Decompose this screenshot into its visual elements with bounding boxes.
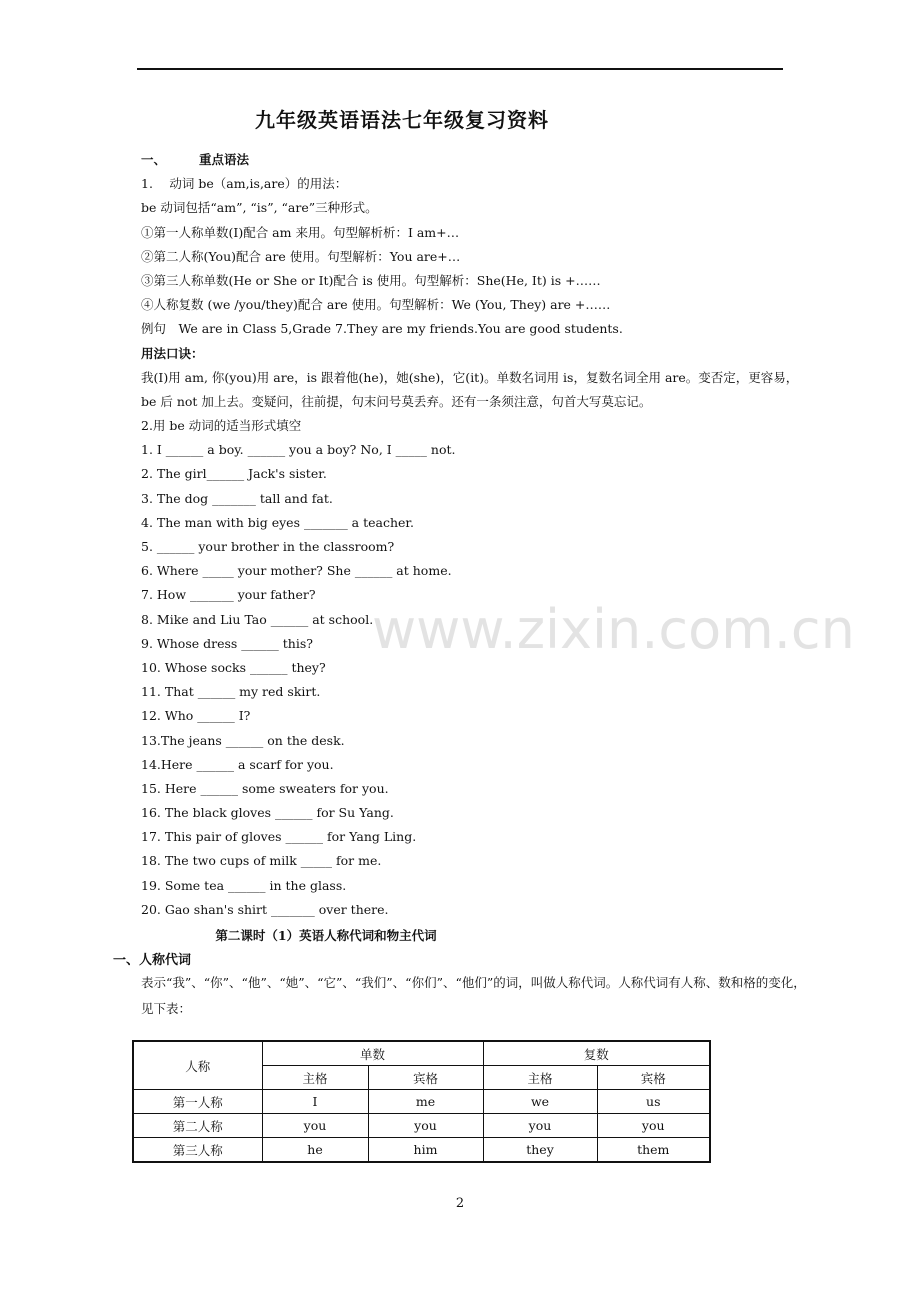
header-person: 人称	[133, 1041, 262, 1090]
section1-heading	[141, 148, 811, 172]
cell-singular-object: him	[368, 1138, 483, 1163]
exercise-item: 14.Here ______ a scarf for you.	[141, 756, 334, 772]
example-line: 例句 We are in Class 5,Grade 7.They are my friends.You are good students.	[141, 321, 623, 337]
cell-person: 第一人称	[133, 1090, 262, 1114]
grammar-line: ②第二人称(You)配合 are 使用。句型解析：You are+…	[141, 248, 461, 264]
exercise-item: 17. This pair of gloves ______ for Yang Ling.	[141, 829, 417, 845]
exercise-item: 7. How _______ your father?	[141, 587, 316, 603]
grammar-line: ④人称复数 (we /you/they)配合 are 使用。句型解析：We (You, They) are +……	[141, 297, 611, 313]
exercise-item: 10. Whose socks ______ they?	[141, 659, 326, 675]
exercise-item: 8. Mike and Liu Tao ______ at school.	[141, 611, 374, 627]
exercise-item: 4. The man with big eyes _______ a teacher.	[141, 514, 414, 530]
exercise-heading: 2.用 be 动词的适当形式填空	[141, 418, 302, 434]
rhyme-heading: 用法口诀：	[141, 345, 204, 361]
exercise-item: 19. Some tea ______ in the glass.	[141, 877, 347, 893]
cell-person: 第二人称	[133, 1114, 262, 1138]
header-plural: 复数	[483, 1041, 710, 1066]
table-header-row	[133, 1041, 710, 1066]
lesson-subtitle: 第二课时（1）英语人称代词和物主代词	[215, 928, 437, 943]
cell-singular-subject: you	[262, 1114, 368, 1138]
cell-person: 第三人称	[133, 1138, 262, 1163]
section1	[141, 148, 811, 922]
cell-singular-object: you	[368, 1114, 483, 1138]
header-singular-object: 宾格	[368, 1066, 483, 1090]
cell-plural-object: us	[597, 1090, 710, 1114]
page-number: 2	[455, 1196, 465, 1211]
header-singular-subject: 主格	[262, 1066, 368, 1090]
exercise-item: 1. I ______ a boy. ______ you a boy? No, I _____ not.	[141, 442, 456, 458]
exercise-item: 20. Gao shan's shirt _______ over there.	[141, 901, 389, 917]
grammar-line: be 动词包括“am”, “is”, “are”三种形式。	[141, 200, 378, 216]
rhyme-text: 我(I)用 am, 你(you)用 are，is 跟着他(he)，她(she)，它(it)。单数名词用 is，复数名词全用 are。变否定，更容易，be 后 not 加上去。变疑问，往前提，句末问号莫丢弃。还有一条须注意，句首大写莫忘记。	[141, 369, 799, 409]
cell-singular-subject: I	[262, 1090, 368, 1114]
exercise-item: 5. ______ your brother in the classroom?	[141, 539, 395, 555]
section1-title: 重点语法	[199, 152, 250, 167]
grammar-line: 1. 动词 be（am,is,are）的用法：	[141, 176, 348, 192]
grammar-line: ①第一人称单数(I)配合 am 来用。句型解析析：I am+…	[141, 224, 460, 240]
exercise-item: 2. The girl______ Jack's sister.	[141, 466, 327, 482]
table-row	[133, 1138, 710, 1163]
exercise-item: 18. The two cups of milk _____ for me.	[141, 853, 382, 869]
table-row	[133, 1114, 710, 1138]
section1-number: 一、	[141, 152, 167, 167]
top-rule	[137, 68, 783, 70]
cell-plural-subject: they	[483, 1138, 597, 1163]
cell-plural-subject: we	[483, 1090, 597, 1114]
pronoun-table	[132, 1040, 711, 1163]
cell-plural-subject: you	[483, 1114, 597, 1138]
exercise-item: 11. That ______ my red skirt.	[141, 684, 321, 700]
header-singular: 单数	[262, 1041, 483, 1066]
page-title: 九年级英语语法七年级复习资料	[255, 108, 549, 132]
pronoun-heading: 一、人称代词	[113, 953, 192, 968]
header-plural-object: 宾格	[597, 1066, 710, 1090]
pronoun-description: 表示“我”、“你”、“他”、“她”、“它”、“我们”、“你们”、“他们”的词，叫做人称代词。人称代词有人称、数和格的变化，见下表：	[141, 975, 806, 1016]
grammar-line: ③第三人称单数(He or She or It)配合 is 使用。句型解析：She(He, It) is +……	[141, 272, 601, 288]
exercise-item: 16. The black gloves ______ for Su Yang.	[141, 805, 394, 821]
exercise-item: 6. Where _____ your mother? She ______ at home.	[141, 563, 452, 579]
cell-singular-object: me	[368, 1090, 483, 1114]
exercise-item: 13.The jeans ______ on the desk.	[141, 732, 345, 748]
exercise-item: 15. Here ______ some sweaters for you.	[141, 780, 389, 796]
cell-plural-object: them	[597, 1138, 710, 1163]
header-plural-subject: 主格	[483, 1066, 597, 1090]
watermark: www.zixin.com.cn	[372, 598, 855, 661]
exercise-item: 3. The dog _______ tall and fat.	[141, 490, 333, 506]
cell-singular-subject: he	[262, 1138, 368, 1163]
cell-plural-object: you	[597, 1114, 710, 1138]
exercise-item: 12. Who ______ I?	[141, 708, 251, 724]
exercise-item: 9. Whose dress ______ this?	[141, 635, 313, 651]
table-row	[133, 1090, 710, 1114]
